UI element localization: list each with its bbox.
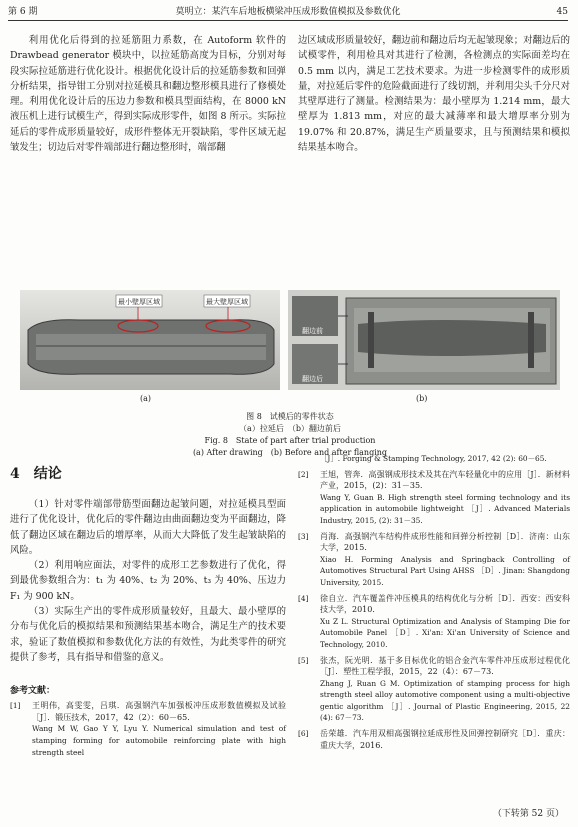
- body-paragraph: 边区域成形质量较好，翻边前和翻边后均无起皱现象；对翻边后的试模零件，利用检具对其进行了检测，各检测点的实际面差均在 0.5 mm 以内，满足工艺技术要求。为进一步检测零件的成形质量，对拉延后零件的危险截面进行了线切割，并利用尖头千分尺对其壁厚进行了测量。检测结果为：最小壁厚为 1.214 mm，最大壁厚为 1.813 mm，对应的最大减薄率和最大增厚率分别为 19.07% 和 20.87%，满足生产质量要求，且与预测结果和模拟结果基本吻合。: [298, 35, 570, 154]
- after-flanging-label: 翻边后: [302, 375, 323, 383]
- reference-item: [298, 728, 570, 751]
- reference-item: [298, 593, 570, 651]
- figure-caption-en-sub: (a) After drawing (b) Before and after flanging: [192, 448, 388, 457]
- references-column-right: [298, 453, 570, 751]
- reference-zh: 王旭，管奔．高强钢成形技术及其在汽车轻量化中的应用［J］．新材料产业，2015，(2)：31－35．: [320, 469, 570, 491]
- reference-zh: 徐自立．汽车覆盖件冲压模具的结构优化与分析［D］．西安：西安科技大学，2010．: [320, 593, 570, 615]
- conclusion-point-3: （3）实际生产出的零件成形质量较好，且最大、最小壁厚的分布与优化后的模拟结果和预测结果基本吻合，满足生产的技术要求，验证了数值模拟和参数优化方法的有效性，为此类零件的研究提供了参考，具有指导和借鉴的意义。: [10, 606, 286, 663]
- figure-caption-zh-sub: （a）拉延后 （b）翻边前后: [239, 424, 341, 433]
- min-thickness-label: 最小壁厚区域: [118, 298, 160, 306]
- figure-8b-photo: [288, 290, 560, 390]
- reference-zh: 张杰，阮光明．基于多目标优化的铝合金汽车零件冲压成形过程优化［J］．塑性工程学报，2015，22（4）：67－73．: [320, 655, 570, 677]
- body-paragraph: 利用优化后得到的拉延筋阻力系数，在 Autoform 软件的 Drawbead generator 模块中，以拉延筋高度为目标，分别对每段实际拉延筋进行优化设计。根据优化设计后的拉延筋参数和回弹分析结果，指导钳工分别对拉延模具和翻边整形模具进行了修模处理。利用优化设计后的压边力参数和模具型面结构，在 8000 kN 液压机上进行试模生产，得到实际成形零件，如图 8 所示。实际拉延后的零件成形质量较好，成形件整体无开裂缺陷，零件区域无起皱发生；切边后对零件端部进行翻边整形时，端部翻: [10, 35, 286, 154]
- max-thickness-label: 最大壁厚区域: [206, 298, 248, 306]
- reference-zh: 王明伟，高雯雯，吕琪．高强钢汽车加强板冲压成形数值模拟及试验［J］．锻压技术，2017，42（2）：60－65．: [32, 701, 286, 722]
- before-flanging-label: 翻边前: [302, 327, 323, 335]
- figure-8a-photo: [20, 290, 280, 390]
- reference-number: [6]: [298, 729, 309, 739]
- conclusion-point-1: （1）针对零件端部带筋型面翻边起皱问题，对拉延模具型面进行了优化设计，优化后的零件翻边由曲面翻边变为平面翻边，降低了翻边区域在翻边后的增厚率，从而大大降低了发生起皱缺陷的风险。: [10, 499, 286, 556]
- reference-zh: 岳荣雄．汽车用双相高强钢拉延成形性及回弹控制研究［D］．重庆：重庆大学，2016．: [320, 729, 570, 750]
- figure-caption-en: Fig. 8 State of part after trial production: [204, 436, 376, 445]
- references-title: 参考文献：: [10, 686, 56, 697]
- reference-number: [2]: [298, 469, 309, 479]
- reference-number: [3]: [298, 531, 309, 541]
- reference-en: Wang M W, Gao Y Y, Lyu Y. Numerical simulation and test of stamping forming for automobile reinforcing plate with high strength steel: [32, 724, 286, 757]
- reference-en: ［J］. Forging & Stamping Technology, 2017, 42 (2): 60－65.: [320, 454, 547, 463]
- reference-en: Wang Y, Guan B. High strength steel forming technology and its application in automobile lightweight ［J］. Advanced Materials Industry, 2015, (2): 31－35.: [320, 492, 570, 525]
- issue-number: 第 6 期: [8, 7, 38, 17]
- figure-caption-zh: 图 8 试模后的零件状态: [246, 412, 334, 421]
- section-title: 4 结论: [10, 466, 62, 482]
- reference-number: [4]: [298, 593, 309, 603]
- reference-item: [298, 469, 570, 527]
- body-column-right: [298, 33, 570, 155]
- conclusion-point-2: （2）利用响应面法，对零件的成形工艺参数进行了优化，得到最优参数组合为：t₁ 为 40%、t₂ 为 20%、t₃ 为 40%、压边力 F₁ 为 900 kN。: [10, 560, 286, 602]
- reference-continued: [298, 453, 570, 465]
- continued-note: （下转第 52 页）: [492, 809, 564, 819]
- reference-number: [5]: [298, 655, 309, 665]
- page-header: [8, 4, 568, 21]
- figure-8: [20, 290, 560, 457]
- reference-en: Xiao H. Forming Analysis and Springback Controlling of Automotives Structural Part Using AHSS ［D］. Jinan: Shangdong University, 2015.: [320, 554, 570, 587]
- conclusion-section: [10, 463, 286, 758]
- reference-en: Xu Z L. Structural Optimization and Analysis of Stamping Die for Automobile Panel ［D］. Xi'an: Xi'an University of Science and Technology, 2010.: [320, 616, 570, 649]
- subfigure-b-label: (b): [416, 394, 428, 403]
- reference-zh: 肖海．高强钢汽车结构件成形性能和回弹分析控制［D］．济南：山东大学，2015．: [320, 531, 570, 553]
- reference-en: Zhang J, Ruan G M. Optimization of stamping process for high strength steel alloy automotive component using a multi-objective gentic algorithm ［J］. Journal of Plastic Engineering, 2015, 22 (4): 67－73.: [320, 678, 570, 723]
- reference-number: [1]: [10, 701, 21, 711]
- subfigure-a-label: (a): [140, 394, 152, 403]
- reference-item: [10, 700, 286, 758]
- page-number: 45: [556, 7, 568, 17]
- reference-item: [298, 655, 570, 725]
- reference-item: [298, 531, 570, 589]
- body-column-left: [10, 33, 286, 155]
- running-title: 莫明立：某汽车后地板横梁冲压成形数值模拟及参数优化: [175, 7, 401, 17]
